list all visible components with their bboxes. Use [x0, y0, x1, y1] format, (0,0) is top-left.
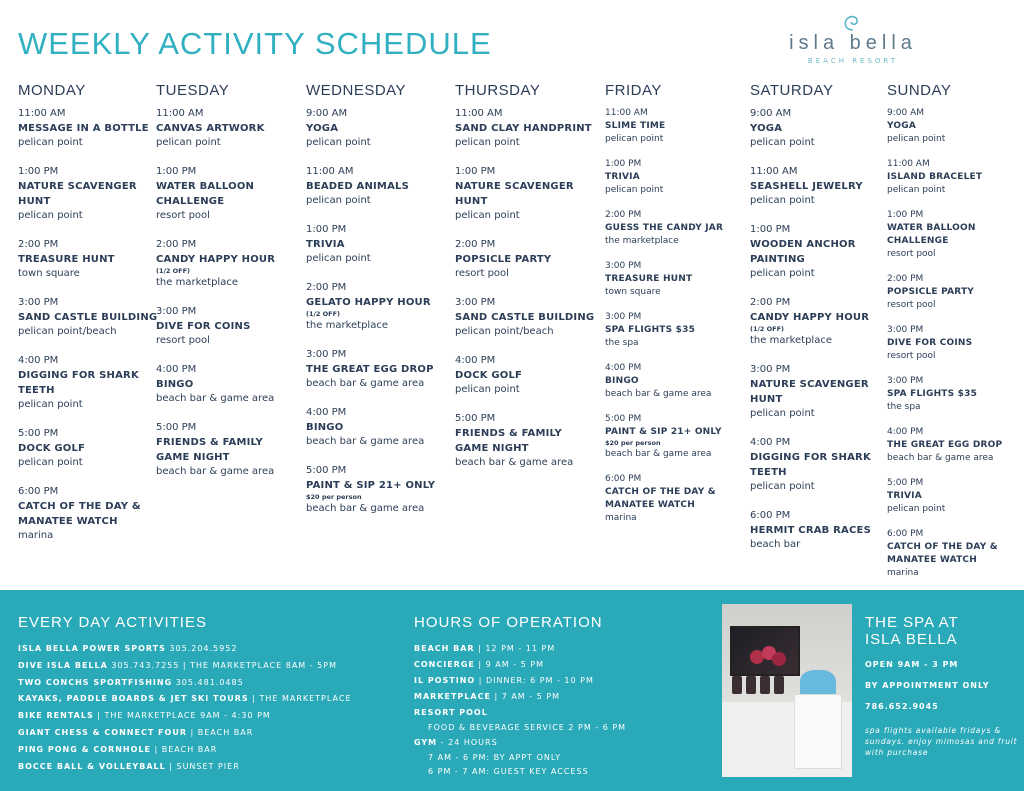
event-name: GELATO HAPPY HOUR [306, 297, 431, 308]
hours-item-name: MARKETPLACE [414, 692, 491, 701]
event-item [887, 209, 1017, 261]
event-time: 3:00 PM [605, 312, 642, 322]
event-name: WATER BALLOON CHALLENGE [156, 181, 255, 207]
event-location: town square [605, 287, 661, 297]
event-name: TREASURE HUNT [605, 274, 693, 284]
event-time: 5:00 PM [306, 465, 347, 476]
event-location: pelican point [887, 504, 946, 514]
event-item [887, 426, 1017, 465]
event-name: BINGO [156, 379, 194, 390]
every-day-item [18, 725, 352, 742]
day-heading: THURSDAY [455, 82, 541, 99]
event-location: pelican point [750, 408, 815, 419]
hours-item-name: GYM [414, 738, 438, 747]
hours-item-detail: | 9 AM - 5 PM [474, 660, 544, 669]
day-column-monday [18, 82, 158, 558]
event-time: 1:00 PM [455, 166, 496, 177]
event-name: SPA FLIGHTS $35 [605, 325, 696, 335]
footer-panel [0, 590, 1024, 791]
day-heading: TUESDAY [156, 82, 230, 99]
every-day-title: EVERY DAY ACTIVITIES [18, 614, 207, 631]
every-day-item-name: GIANT CHESS & CONNECT FOUR [18, 727, 187, 737]
event-time: 2:00 PM [455, 239, 496, 250]
every-day-item-detail: 305.743.7255 | THE MARKETPLACE 8AM - 5PM [107, 660, 337, 670]
event-time: 4:00 PM [156, 364, 197, 375]
hours-item-name: RESORT POOL [414, 708, 488, 717]
every-day-item-detail: | THE MARKETPLACE 9AM - 4:30 PM [93, 711, 271, 721]
event-location: pelican point [750, 137, 815, 148]
event-item [605, 311, 745, 350]
every-day-item-detail: | SUNSET PIER [165, 761, 240, 771]
event-item [18, 296, 158, 339]
event-location: beach bar & game area [156, 466, 275, 477]
every-day-item [18, 658, 352, 675]
event-name: DOCK GOLF [18, 443, 86, 454]
event-time: 3:00 PM [887, 376, 924, 386]
event-name: DOCK GOLF [455, 370, 523, 381]
hours-item-detail: | DINNER: 6 PM - 10 PM [475, 676, 594, 685]
event-item [887, 107, 1017, 146]
event-item [605, 260, 745, 299]
event-item [156, 421, 296, 479]
event-name: BINGO [605, 376, 639, 386]
spa-info [865, 614, 1020, 758]
event-location: beach bar [750, 539, 801, 550]
day-column-saturday [750, 82, 890, 567]
event-item [455, 412, 595, 470]
every-day-activities [18, 614, 352, 775]
event-name: TRIVIA [605, 172, 640, 182]
event-name: FRIENDS & FAMILY GAME NIGHT [156, 437, 263, 463]
event-time: 3:00 PM [18, 297, 59, 308]
event-name: TREASURE HUNT [18, 254, 115, 265]
event-item [750, 363, 890, 421]
every-day-item-name: BIKE RENTALS [18, 711, 94, 721]
event-time: 5:00 PM [605, 414, 642, 424]
page-title: WEEKLY ACTIVITY SCHEDULE [18, 26, 492, 61]
hours-item-detail: | 12 PM - 11 PM [474, 644, 556, 653]
spa-title-line2: ISLA BELLA [865, 631, 958, 648]
event-time: 1:00 PM [18, 166, 59, 177]
event-time: 1:00 PM [605, 159, 642, 169]
day-column-friday [605, 82, 745, 537]
event-time: 11:00 AM [887, 159, 930, 169]
event-item [750, 509, 890, 552]
event-time: 4:00 PM [750, 437, 791, 448]
event-item [887, 477, 1017, 516]
event-name: CANDY HAPPY HOUR [156, 254, 276, 265]
event-name: NATURE SCAVENGER HUNT [18, 181, 137, 207]
hours-item-name: BEACH BAR [414, 644, 475, 653]
event-name: BINGO [306, 422, 344, 433]
event-location: pelican point/beach [455, 326, 554, 337]
event-name: TRIVIA [887, 491, 922, 501]
event-item [306, 464, 446, 516]
every-day-item-name: KAYAKS, PADDLE BOARDS & JET SKI TOURS [18, 694, 249, 704]
event-time: 1:00 PM [887, 210, 924, 220]
logo-name: isla bella [789, 32, 917, 54]
day-heading: FRIDAY [605, 82, 662, 99]
event-location: pelican point [18, 210, 83, 221]
event-time: 6:00 PM [887, 529, 924, 539]
every-day-item-name: DIVE ISLA BELLA [18, 660, 108, 670]
event-item [887, 528, 1017, 580]
hours-item [414, 673, 626, 689]
event-time: 5:00 PM [455, 413, 496, 424]
event-time: 11:00 AM [18, 108, 66, 119]
every-day-item [18, 691, 352, 708]
event-time: 2:00 PM [18, 239, 59, 250]
event-item [156, 107, 296, 150]
event-name: THE GREAT EGG DROP [306, 364, 434, 375]
event-location: pelican point [18, 457, 83, 468]
day-column-thursday [455, 82, 595, 485]
event-time: 2:00 PM [887, 274, 924, 284]
event-note: (1/2 OFF) [156, 267, 191, 275]
hours-title: HOURS OF OPERATION [414, 614, 603, 631]
hours-subitem: FOOD & BEVERAGE SERVICE 2 PM - 6 PM [428, 723, 627, 732]
hours-item-name: IL POSTINO [414, 676, 476, 685]
event-time: 1:00 PM [156, 166, 197, 177]
event-time: 11:00 AM [455, 108, 503, 119]
event-item [18, 485, 158, 543]
event-item [306, 223, 446, 266]
event-name: FRIENDS & FAMILY GAME NIGHT [455, 428, 562, 454]
event-name: CATCH OF THE DAY & MANATEE WATCH [18, 501, 141, 527]
event-name: CATCH OF THE DAY & MANATEE WATCH [605, 487, 716, 510]
event-name: CANDY HAPPY HOUR [750, 312, 870, 323]
event-item [750, 296, 890, 348]
event-location: pelican point [455, 384, 520, 395]
spa-hours: OPEN 9AM - 3 PM [865, 660, 959, 669]
event-location: the marketplace [306, 320, 388, 331]
event-location: pelican point [887, 185, 946, 195]
every-day-item-detail: | BEACH BAR [150, 744, 218, 754]
event-location: resort pool [887, 300, 936, 310]
day-column-sunday [887, 82, 1017, 592]
event-location: pelican point [306, 253, 371, 264]
event-location: marina [605, 513, 637, 523]
event-note: $20 per person [306, 493, 362, 501]
event-item [306, 281, 446, 333]
event-location: the spa [605, 338, 639, 348]
every-day-item-name: PING PONG & CORNHOLE [18, 744, 151, 754]
event-name: YOGA [306, 123, 339, 134]
event-location: beach bar & game area [605, 389, 712, 399]
event-name: DIVE FOR COINS [156, 321, 251, 332]
event-name: DIGGING FOR SHARK TEETH [18, 370, 139, 396]
event-name: GUESS THE CANDY JAR [605, 223, 724, 233]
event-time: 6:00 PM [750, 510, 791, 521]
event-name: DIGGING FOR SHARK TEETH [750, 452, 871, 478]
event-name: CATCH OF THE DAY & MANATEE WATCH [887, 542, 998, 565]
event-location: the spa [887, 402, 921, 412]
event-item [887, 158, 1017, 197]
hours-item [414, 735, 626, 751]
resort-logo [768, 10, 938, 65]
every-day-item-detail: 305.204.5952 [165, 644, 238, 653]
spa-note: spa flights available fridays & sundays. enjoy mimosas and fruit with purchase [865, 726, 1018, 757]
day-column-tuesday [156, 82, 296, 494]
event-location: pelican point [306, 195, 371, 206]
event-note: (1/2 OFF) [750, 325, 785, 333]
event-name: SAND CASTLE BUILDING [455, 312, 595, 323]
event-time: 9:00 AM [750, 108, 792, 119]
event-time: 4:00 PM [18, 355, 59, 366]
event-item [156, 363, 296, 406]
event-time: 6:00 PM [18, 486, 59, 497]
event-time: 3:00 PM [887, 325, 924, 335]
hours-of-operation [414, 614, 626, 779]
event-time: 3:00 PM [156, 306, 197, 317]
event-location: pelican point [750, 268, 815, 279]
event-name: NATURE SCAVENGER HUNT [750, 379, 869, 405]
event-item [306, 406, 446, 449]
event-location: beach bar & game area [605, 449, 712, 459]
event-location: pelican point [750, 481, 815, 492]
event-note: (1/2 OFF) [306, 310, 341, 318]
event-location: beach bar & game area [306, 436, 425, 447]
event-location: beach bar & game area [306, 503, 425, 514]
event-location: pelican point [887, 134, 946, 144]
every-day-item [18, 742, 352, 759]
event-name: YOGA [750, 123, 783, 134]
event-time: 3:00 PM [605, 261, 642, 271]
event-name: WOODEN ANCHOR PAINTING [750, 239, 856, 265]
hours-item [414, 641, 626, 657]
event-time: 2:00 PM [605, 210, 642, 220]
event-item [750, 107, 890, 150]
event-location: pelican point/beach [18, 326, 117, 337]
hours-subitem: 6 PM - 7 AM: GUEST KEY ACCESS [428, 767, 589, 776]
event-time: 5:00 PM [156, 422, 197, 433]
event-time: 6:00 PM [605, 474, 642, 484]
event-name: PAINT & SIP 21+ ONLY [605, 427, 722, 437]
event-name: TRIVIA [306, 239, 345, 250]
event-location: the marketplace [605, 236, 679, 246]
event-item [605, 107, 745, 146]
event-name: DIVE FOR COINS [887, 338, 973, 348]
hours-subitem: 7 AM - 6 PM: BY APPT ONLY [428, 753, 562, 762]
every-day-item-detail: 305.481.0485 [172, 677, 244, 687]
event-name: POPSICLE PARTY [455, 254, 552, 265]
event-time: 1:00 PM [306, 224, 347, 235]
event-item [605, 413, 745, 461]
hours-item-detail: - 24 HOURS [437, 738, 498, 747]
hours-item [414, 657, 626, 673]
event-location: marina [887, 568, 919, 578]
event-item [306, 107, 446, 150]
spa-photo [722, 604, 852, 777]
event-item [605, 362, 745, 401]
event-name: SAND CLAY HANDPRINT [455, 123, 592, 134]
event-time: 9:00 AM [887, 108, 924, 118]
event-time: 2:00 PM [750, 297, 791, 308]
event-time: 3:00 PM [455, 297, 496, 308]
event-item [18, 354, 158, 412]
event-item [455, 354, 595, 397]
event-item [156, 305, 296, 348]
every-day-item [18, 708, 352, 725]
event-name: CANVAS ARTWORK [156, 123, 265, 134]
event-item [887, 273, 1017, 312]
spa-phone: 786.652.9045 [865, 702, 939, 711]
event-time: 5:00 PM [887, 478, 924, 488]
spa-appointment: BY APPOINTMENT ONLY [865, 681, 990, 690]
event-item [455, 107, 595, 150]
event-location: beach bar & game area [156, 393, 275, 404]
logo-tagline: BEACH RESORT [807, 57, 899, 65]
event-item [455, 296, 595, 339]
weekly-schedule [0, 82, 1024, 582]
event-location: beach bar & game area [455, 457, 574, 468]
event-location: the marketplace [750, 335, 832, 346]
event-location: marina [18, 530, 54, 541]
event-time: 11:00 AM [750, 166, 798, 177]
day-column-wednesday [306, 82, 446, 531]
event-name: BEADED ANIMALS [306, 181, 410, 192]
day-heading: MONDAY [18, 82, 86, 99]
event-location: beach bar & game area [887, 453, 994, 463]
event-name: SAND CASTLE BUILDING [18, 312, 158, 323]
every-day-item-detail: | THE MARKETPLACE [248, 694, 352, 704]
hours-item [414, 705, 626, 721]
every-day-item-detail: | BEACH BAR [186, 727, 254, 737]
event-item [605, 158, 745, 197]
day-heading: SUNDAY [887, 82, 952, 99]
every-day-item-name: BOCCE BALL & VOLLEYBALL [18, 761, 166, 771]
event-item [750, 165, 890, 208]
event-name: POPSICLE PARTY [887, 287, 975, 297]
event-time: 4:00 PM [887, 427, 924, 437]
event-note: $20 per person [605, 439, 661, 447]
event-location: resort pool [887, 351, 936, 361]
hours-item-detail: | 7 AM - 5 PM [490, 692, 561, 701]
event-time: 2:00 PM [306, 282, 347, 293]
event-time: 5:00 PM [18, 428, 59, 439]
day-heading: SATURDAY [750, 82, 834, 99]
event-name: SPA FLIGHTS $35 [887, 389, 978, 399]
event-location: pelican point [455, 210, 520, 221]
event-item [455, 165, 595, 223]
event-location: pelican point [306, 137, 371, 148]
every-day-item-name: TWO CONCHS SPORTFISHING [18, 677, 173, 687]
event-name: YOGA [887, 121, 916, 131]
event-name: THE GREAT EGG DROP [887, 440, 1003, 450]
event-location: pelican point [750, 195, 815, 206]
every-day-item [18, 675, 352, 692]
event-item [306, 165, 446, 208]
event-item [18, 238, 158, 281]
event-location: resort pool [156, 210, 210, 221]
event-time: 4:00 PM [605, 363, 642, 373]
event-item [887, 324, 1017, 363]
event-name: MESSAGE IN A BOTTLE [18, 123, 149, 134]
event-name: WATER BALLOON CHALLENGE [887, 223, 976, 246]
event-item [156, 238, 296, 290]
event-item [750, 223, 890, 281]
event-time: 11:00 AM [156, 108, 204, 119]
wave-icon [840, 10, 866, 32]
event-location: pelican point [156, 137, 221, 148]
event-item [605, 473, 745, 525]
every-day-item [18, 641, 352, 658]
event-time: 4:00 PM [306, 407, 347, 418]
every-day-item-name: ISLA BELLA POWER SPORTS [18, 644, 166, 653]
event-name: NATURE SCAVENGER HUNT [455, 181, 574, 207]
spa-title-line1: THE SPA AT [865, 614, 959, 631]
event-location: pelican point [605, 185, 664, 195]
event-name: SEASHELL JEWELRY [750, 181, 863, 192]
every-day-item [18, 759, 352, 776]
event-time: 1:00 PM [750, 224, 791, 235]
event-time: 3:00 PM [750, 364, 791, 375]
event-location: pelican point [18, 137, 83, 148]
event-item [18, 165, 158, 223]
event-location: resort pool [887, 249, 936, 259]
event-location: pelican point [605, 134, 664, 144]
event-item [455, 238, 595, 281]
event-location: the marketplace [156, 277, 238, 288]
event-item [156, 165, 296, 223]
event-time: 4:00 PM [455, 355, 496, 366]
event-location: pelican point [455, 137, 520, 148]
hours-item-name: CONCIERGE [414, 660, 475, 669]
event-item [18, 107, 158, 150]
day-heading: WEDNESDAY [306, 82, 407, 99]
event-location: pelican point [18, 399, 83, 410]
event-item [750, 436, 890, 494]
event-name: SLIME TIME [605, 121, 666, 131]
event-location: resort pool [455, 268, 509, 279]
event-name: PAINT & SIP 21+ ONLY [306, 480, 436, 491]
event-time: 3:00 PM [306, 349, 347, 360]
event-time: 11:00 AM [605, 108, 648, 118]
hours-item [414, 689, 626, 705]
event-location: resort pool [156, 335, 210, 346]
event-location: beach bar & game area [306, 378, 425, 389]
event-time: 11:00 AM [306, 166, 354, 177]
event-name: HERMIT CRAB RACES [750, 525, 871, 536]
event-time: 9:00 AM [306, 108, 348, 119]
event-time: 2:00 PM [156, 239, 197, 250]
event-item [605, 209, 745, 248]
event-location: town square [18, 268, 80, 279]
event-item [18, 427, 158, 470]
event-item [887, 375, 1017, 414]
event-name: ISLAND BRACELET [887, 172, 983, 182]
event-item [306, 348, 446, 391]
